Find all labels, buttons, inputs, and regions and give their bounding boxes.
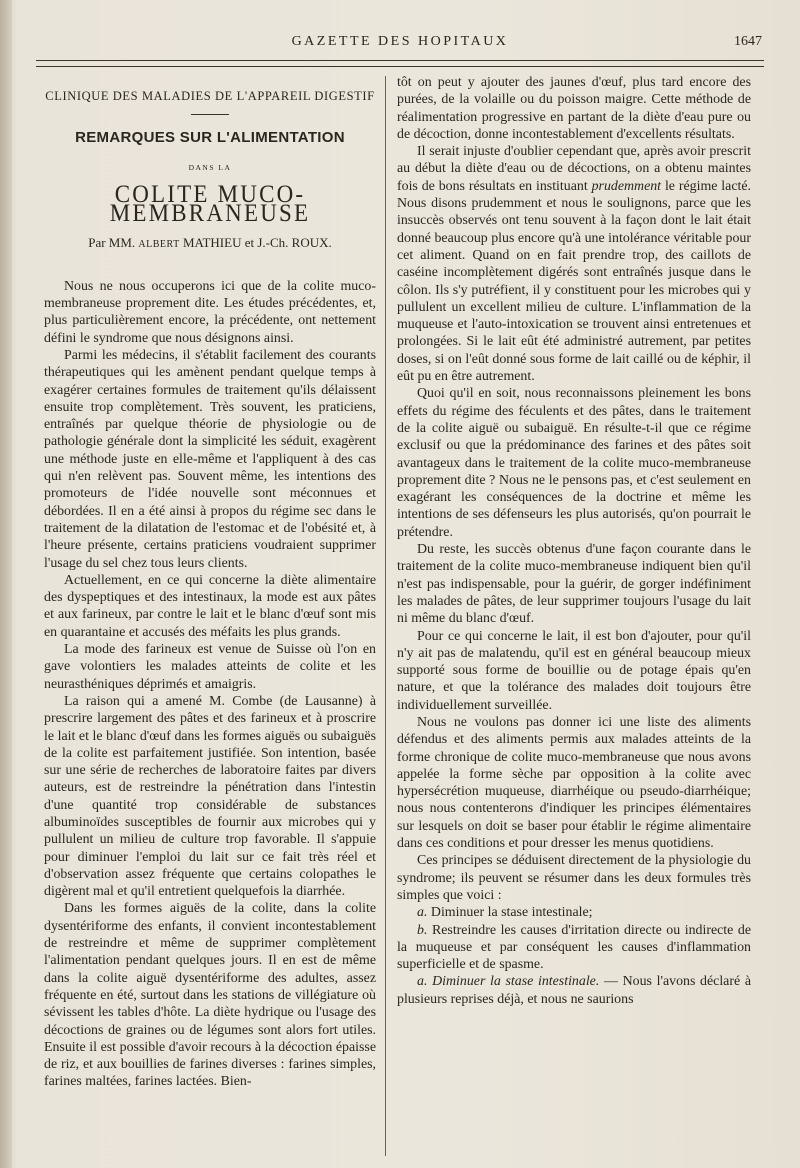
paragraph: [397, 973, 751, 1008]
paragraph: Actuellement, en ce qui concerne la diète alimentaire des dyspeptiques et des intestinaux, la mode est aux pâtes et aux farineux, par contre le lait et le blanc d'œuf sont mis en quarantaine et accusés des méfaits les plus grands.: [44, 572, 376, 640]
list-item: [397, 904, 751, 921]
paragraph: Ces principes se déduisent directement de la physiologie du syndrome; ils peuvent se résumer dans les deux formules très simples que voici :: [397, 853, 751, 903]
list-letter: a.: [417, 905, 428, 921]
paragraph: [397, 143, 751, 385]
author-first-name: ALBERT: [138, 239, 180, 251]
byline-prefix: Par MM.: [88, 235, 136, 251]
paragraph: Quoi qu'il en soit, nous reconnaissons pleinement les bons effets du régime des féculents et des pâtes, dans le traitement de la colite aiguë ou subaiguë. En résulte-t-il que ce régime exclusif ou que la prédominance des farines et des pâtes soit avantageux dans le traitement de la colite muco-membraneuse proprement dite ? Nous ne le pensons pas, et c'est seulement en exagérant les conséquences de la doctrine et même les intentions de ses défenseurs les plus autorisés, qu'on pourrait le prétendre.: [397, 386, 751, 540]
page-number: 1647: [734, 34, 762, 49]
running-title: GAZETTE DES HOPITAUX: [291, 34, 509, 49]
paragraph: Nous ne nous occuperons ici que de la colite muco-membraneuse proprement dite. Les études précédentes, et, plus particulièrement encore, la précédente, ont nettement défini le syndrome que nous désignons ainsi.: [44, 278, 376, 346]
section-heading: CLINIQUE DES MALADIES DE L'APPAREIL DIGESTIF: [45, 89, 375, 103]
list-item: [397, 922, 751, 974]
list-text: Restreindre les causes d'irritation directe ou indirecte de la muqueuse et par conséquent les causes d'inflammation superficielle et de spasme.: [397, 922, 751, 973]
paragraph: Parmi les médecins, il s'établit facilement des courants thérapeutiques qui les amènent pendant quelque temps à exagérer certaines formules de traitement qu'ils délaissent ensuite trop complètement. Très souvent, les praticiens, entraînés par quelque théorie de physiologie ou de pathologie générale dont la simplicité les séduit, exagèrent une méthode juste en elle-même et l'appliquent à des cas qui n'en relèvent pas. Souvent même, les intentions des promoteurs de l'idée nouvelle sont méconnues et débordées. Il en a été ainsi à propos du régime sec dans le traitement de la dilatation de l'estomac et de l'obésité et, à l'heure présente, certains praticiens voudraient supprimer l'usage du sel chez tous leurs clients.: [44, 347, 376, 571]
emphasis: prudemment: [591, 178, 662, 194]
paragraph-text: le régime lacté. Nous disons prudemment et nous le soulignons, parce que les insuccès observés ont tenu souvent à la façon dont le lait était donné beaucoup plus encore qu'à une intolérance véritable pour cet aliment. Quand on en fait prendre trop, des caillots de caséine incomplètement digérés sont entraînés jusque dans le côlon. Ils s'y putréfient, il y constituent pour les microbes qui y pullulent un excellent milieu de culture. L'inflammation de la muqueuse et l'auto-intoxication se trouvent ainsi entretenues et prolongées. Si le lait eût été administré autrement, par petites doses, si on l'eût donné sous forme de lait caillé ou de képhir, il eût pu en être autrement.: [397, 178, 751, 385]
paragraph: La mode des farineux est venue de Suisse où l'on en gave volontiers les malades atteints de colite et les neurasthéniques déprimés et amaigris.: [44, 642, 376, 692]
paragraph: Dans les formes aiguës de la colite, dans la colite dysentériforme des enfants, il convient incontestablement de restreindre et même de supprimer complètement l'alimentation pendant quelques jours. Il en est de même dans la colite aiguë dysentériforme des adultes, assez fréquente en été, surtout dans les stations de villégiature où sévissent les tables d'hôte. La diète hydrique ou l'usage des décoctions de graines ou de légumes sont alors fort utiles. Ensuite il est possible d'avoir recours à la décoction épaisse de riz, et aux bouillies de farines diverses : farines simples, farines maltées, farines lactées. Bien-: [44, 901, 376, 1090]
left-column: [44, 76, 376, 1091]
paragraph-text: — Nous l'avons déclaré à plusieurs reprises déjà, et nous ne saurions: [397, 974, 751, 1007]
article-title: REMARQUES SUR L'ALIMENTATION: [75, 129, 345, 147]
paragraph: Du reste, les succès obtenus d'une façon courante dans le traitement de la colite muco-membraneuse indiquent bien qu'il n'est pas indispensable, pour la guérir, de gorger indéfiniment les malades de pâtes, de leur supprimer toujours l'usage du lait ni même du blanc d'œuf.: [397, 542, 751, 627]
paragraph: Pour ce qui concerne le lait, il est bon d'ajouter, pour qu'il n'y ait pas de malatendu, qu'il est en général beaucoup mieux supporté sous forme de bouillie ou de potage épais qu'en nature, et que la tolérance des malades doit toujours être individuellement surveillée.: [397, 628, 751, 713]
column-divider: [385, 76, 386, 1156]
paragraph: La raison qui a amené M. Combe (de Lausanne) à prescrire largement des pâtes et des farineux et à proscrire le lait et le blanc d'œuf dans les formes aiguës ou subaiguës de la colite est parfaitement justifiée. Son intention, basée sur une série de recherches de laboratoire faites par divers auteurs, est de restreindre la pénétration dans l'intestin d'une quantité trop considérable de substances albuminoïdes susceptibles de fournir aux microbes qui y pullulent un milieu de culture trop favorable. Il s'appuie pour diminuer l'emploi du lait sur ce fait très réel et d'observation assez fréquente que certains colopathes le digèrent mal et qu'il entretient quelquefois la diarrhée.: [44, 693, 376, 900]
paragraph: Nous ne voulons pas donner ici une liste des aliments défendus et des aliments permis aux malades atteints de la forme chronique de colite muco-membraneuse que nous avons appelée la forme sèche par opposition à la colite avec hypersécrétion muqueuse, diarrhéique ou pseudo-diarrhéique; nous nous contenterons d'indiquer les principes élémentaires sur lesquels on doit se baser pour établir le régime alimentaire dans ces conditions et pour dresser les menus quotidiens.: [397, 714, 751, 852]
list-letter: b.: [417, 922, 428, 938]
main-heading: COLITE MUCO-MEMBRANEUSE: [109, 179, 311, 227]
paragraph: tôt on peut y ajouter des jaunes d'œuf, plus tard encore des purées, de la volaille ou du poisson maigre. Cette méthode de réalimentation progressive en partant de la diète d'eau pure ou de décoction, donne incontestablement d'excellents résultats.: [397, 75, 751, 142]
title-connector: DANS LA: [188, 162, 232, 172]
second-author: J.-Ch. ROUX.: [257, 235, 332, 251]
right-column: [397, 74, 751, 1008]
list-text: Diminuer la stase intestinale;: [430, 905, 593, 921]
running-head: [0, 34, 800, 54]
section-divider: [191, 114, 229, 115]
paragraph-text: Il serait injuste d'oublier cependant que, après avoir prescrit au début la diète d'eau ou de décoctions, on a obtenu maintes fois de bons résultats en instituant: [397, 144, 751, 194]
header-double-rule: [36, 60, 764, 67]
subsection-letter: a.: [417, 974, 428, 990]
byline: [44, 234, 376, 253]
author-last-name: MATHIEU: [182, 235, 242, 251]
byline-and: et: [244, 235, 255, 251]
page-binding-edge: [0, 0, 12, 1168]
subsection-title: Diminuer la stase intestinale.: [432, 974, 600, 990]
